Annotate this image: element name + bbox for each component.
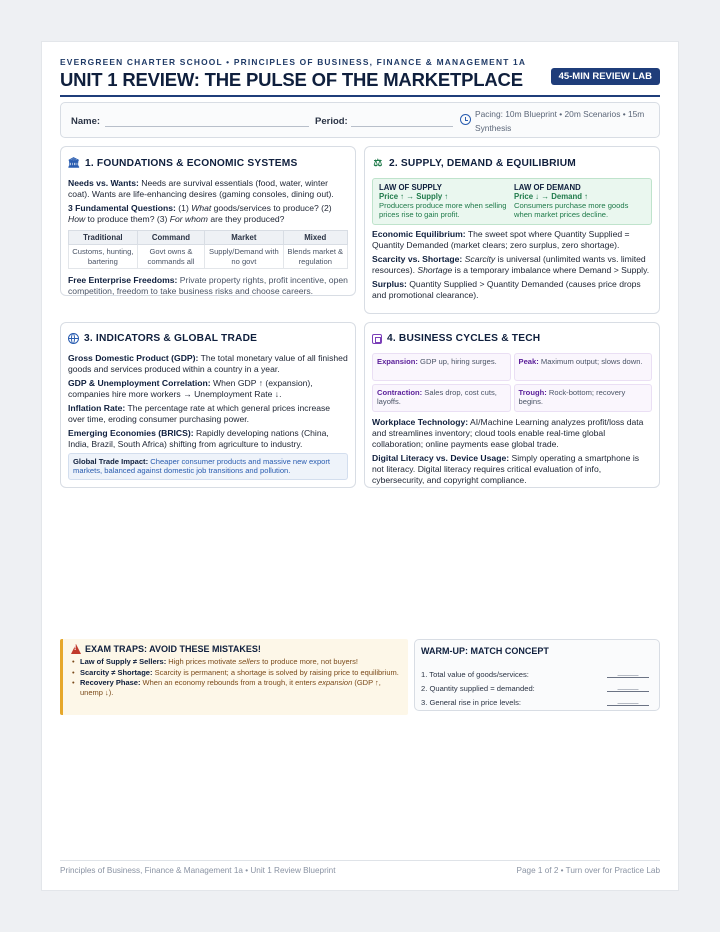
answer-blank[interactable]: _____ (607, 667, 649, 678)
section-title: 2. SUPPLY, DEMAND & EQUILIBRIUM (389, 157, 576, 169)
economic-systems-table (68, 230, 348, 269)
section-indicators-trade (60, 322, 356, 488)
section-foundations (60, 146, 356, 296)
globe-icon (68, 333, 79, 344)
section-heading (372, 157, 652, 169)
table-header: Command (137, 231, 204, 245)
surplus-text: Surplus: Quantity Supplied > Quantity Demanded (causes price drops and promotional clearance). (372, 278, 641, 300)
period-label: Period: (315, 116, 348, 127)
table-cell: Supply/Demand with no govt (205, 245, 283, 269)
traps-heading: ! EXAM TRAPS: AVOID THESE MISTAKES! (71, 644, 400, 654)
workplace-technology-text: Workplace Technology: AI/Machine Learning analyzes profit/loss data and streamlines inventory; cloud tools enable real-time global collaboration; online payments ease global trade. (372, 417, 644, 449)
phase-expansion: Expansion: GDP up, hiring surges. (372, 353, 511, 381)
section-supply-demand (364, 146, 660, 314)
brics-text: Emerging Economies (BRICS): Rapidly developing nations (China, India, Brazil, South Africa) shifting from agriculture to industry. (68, 428, 329, 449)
phase-peak: Peak: Maximum output; slows down. (514, 353, 653, 381)
header-divider (60, 95, 660, 97)
law-of-supply: LAW OF SUPPLY Price ↑ → Supply ↑ Producers produce more when selling prices rise to gain profit. (379, 183, 507, 220)
page-title: UNIT 1 REVIEW: THE PULSE OF THE MARKETPLACE (60, 69, 523, 90)
name-label: Name: (71, 116, 101, 127)
gdp-text: Gross Domestic Product (GDP): The total monetary value of all finished goods and services produced within a country in a year. (68, 353, 348, 374)
section-heading (68, 157, 348, 169)
section-cycles-tech (364, 322, 660, 488)
scarcity-shortage-text: Scarcity vs. Shortage: Scarcity is universal (unlimited wants vs. limited resources). Shortage is a temporary imbalance where Demand > Supply. (372, 253, 650, 275)
warmup-heading: WARM-UP: MATCH CONCEPT (421, 646, 549, 656)
global-trade-callout: Global Trade Impact: Cheaper consumer products and massive new export markets, balanced against domestic job transitions and pollution. (68, 453, 348, 480)
answer-blank[interactable]: _____ (607, 681, 649, 692)
student-info-bar (60, 102, 660, 138)
footer-page-number: Page 1 of 2 • Turn over for Practice Lab (516, 866, 660, 875)
scales-icon: ⚖ (373, 157, 383, 169)
warmup-item: 2. Quantity supplied = demanded: _____ (421, 684, 653, 698)
law-of-demand: LAW OF DEMAND Price ↓ → Demand ↑ Consumers purchase more goods when market prices decline. (514, 183, 629, 220)
warmup-box (414, 639, 660, 711)
table-cell: Blends market & regulation (283, 245, 348, 269)
table-header: Mixed (283, 231, 348, 245)
pacing-text: Pacing: 10m Blueprint • 20m Scenarios • 15m Synthesis (475, 109, 645, 133)
list-item: • Recovery Phase: When an economy rebounds from a trough, it enters expansion (GDP ↑, unemp ↓). (71, 678, 400, 697)
equilibrium-text: Economic Equilibrium: The sweet spot where Quantity Supplied = Quantity Demanded (market clears; zero surplus, zero shortage). (372, 228, 630, 250)
phase-contraction: Contraction: Sales drop, cost cuts, layoffs. (372, 384, 511, 412)
table-header: Traditional (69, 231, 138, 245)
exam-traps-callout (60, 639, 408, 715)
section-title: 3. INDICATORS & GLOBAL TRADE (84, 333, 258, 344)
phase-trough: Trough: Rock-bottom; recovery begins. (514, 384, 653, 412)
section-title: 4. BUSINESS CYCLES & TECH (387, 333, 541, 344)
table-cell: Govt owns & commands all (137, 245, 204, 269)
inflation-text: Inflation Rate: The percentage rate at which general prices increase over time, eroding consumer purchasing power. (68, 403, 331, 424)
table-cell: Customs, hunting, bartering (69, 245, 138, 269)
warning-icon (71, 644, 81, 654)
list-item: • Law of Supply ≠ Sellers: High prices motivate sellers to produce more, not buyers! (71, 657, 400, 667)
free-enterprise-text: Free Enterprise Freedoms: Private property rights, profit incentive, open competition, freedom to take business risks and choose careers. (68, 275, 348, 296)
footer-divider (60, 860, 660, 861)
name-field[interactable] (105, 126, 309, 127)
footer-course: Principles of Business, Finance & Management 1a • Unit 1 Review Blueprint (60, 866, 336, 875)
school-course-kicker: EVERGREEN CHARTER SCHOOL • PRINCIPLES OF BUSINESS, FINANCE & MANAGEMENT 1A (60, 57, 527, 67)
fundamental-questions-text: 3 Fundamental Questions: (1) What goods/services to produce? (2) How to produce them? (3) For whom are they produced? (68, 203, 332, 224)
gdp-unemployment-text: GDP & Unemployment Correlation: When GDP ↑ (expansion), companies hire more workers → Unemployment Rate ↓. (68, 378, 313, 399)
section-heading (372, 333, 652, 344)
period-field[interactable] (351, 126, 453, 127)
traps-list (71, 657, 400, 697)
clock-icon (460, 114, 471, 125)
answer-blank[interactable]: _____ (607, 695, 649, 706)
table-header: Market (205, 231, 283, 245)
warmup-item: 3. General rise in price levels: _____ (421, 698, 653, 712)
list-item: • Scarcity ≠ Shortage: Scarcity is permanent; a shortage is solved by raising price to equilibrium. (71, 668, 400, 678)
laws-box (372, 178, 652, 225)
needs-wants-text: Needs vs. Wants: Needs are survival essentials (food, water, winter coat). Wants are life-enhancing desires (gaming consoles, dining out). (68, 178, 334, 199)
section-title: 1. FOUNDATIONS & ECONOMIC SYSTEMS (85, 157, 298, 169)
section-heading (68, 333, 348, 344)
digital-literacy-text: Digital Literacy vs. Device Usage: Simply operating a smartphone is not literacy. Digital literacy requires critical evaluation of info, cybersecurity, and copyright compliance. (372, 453, 640, 485)
warmup-item: 1. Total value of goods/services: _____ (421, 670, 653, 684)
cycle-phases-grid (372, 353, 652, 412)
worksheet-page (42, 42, 678, 890)
chip-icon (372, 334, 382, 344)
bank-icon: 🏛 (67, 157, 81, 169)
review-lab-badge: 45-MIN REVIEW LAB (551, 68, 660, 85)
